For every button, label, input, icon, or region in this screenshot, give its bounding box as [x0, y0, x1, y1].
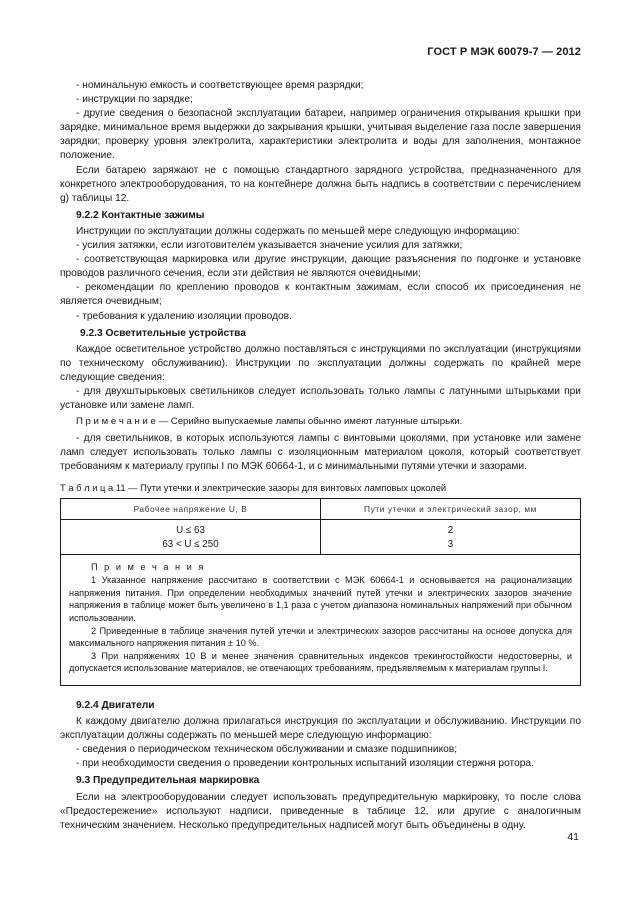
table-row — [61, 519, 581, 554]
paragraph: - инструкции по зарядке; — [76, 94, 193, 106]
paragraph: Если батарею заряжают не с помощью стандартного зарядного устройства, предназначенного для конкретного электрооборудования, то на контейнере должна быть надпись в соответствии с перечислением g) таблицы 12. — [60, 164, 581, 204]
list-item: - для светильников, в которых используются лампы с винтовыми цоколями, при установке или замене ламп следует использовать только лампы с изоляционным материалом цоколя, который соответствует требованиям к материалу группы I по МЭК 60664-1, и с минимальными путями утечки и зазорами. — [60, 433, 581, 473]
table-note: 2 Приведенные в таблице значения путей утечки и электрических зазоров рассчитаны на основе допуска для максимального напряжения питания ± 10 %. — [69, 625, 572, 649]
clearance-value-2: 3 — [447, 538, 454, 550]
list-item: - требования к удалению изоляции проводов. — [76, 310, 292, 322]
section-heading-9-2-2: 9.2.2 Контактные зажимы — [76, 209, 205, 221]
document-header: ГОСТ Р МЭК 60079-7 — 2012 — [427, 46, 581, 58]
list-item: - при необходимости сведения о проведении контрольных испытаний изоляции стержня ротора. — [76, 758, 534, 770]
list-item: - усилия затяжки, если изготовителем указывается значение усилия для затяжки; — [76, 240, 463, 252]
note-label: П р и м е ч а н и е — [76, 416, 156, 428]
table-header-row — [61, 498, 581, 519]
table-note: 1 Указанное напряжение рассчитано в соответствии с МЭК 60664-1 и основывается на рационализации напряжения питания. При определении необходимых значений путей утечки и электрических зазоров значение напряжения в таблице может быть увеличено в 1,1 раза с учетом диапазона номинальных напряжений при обычном использовании. — [69, 575, 572, 623]
paragraph: - номинальную емкость и соответствующее время разрядки; — [76, 80, 364, 91]
paragraph: Каждое осветительное устройство должно поставляться с инструкциями по эксплуатации (инструкциями по техническому обслуживанию). Инструкции по эксплуатации должны содержать по крайней мере следующие сведения: — [60, 343, 581, 383]
clearance-value-1: 2 — [447, 524, 454, 536]
table-notes — [61, 554, 581, 685]
table-note: 3 При напряжениях 10 В и менее значения сравнительных индексов трекингостойкости недостоверны, и допускается использование материалов, не отвечающих требованиям, предъявляемым к материалам группы I. — [69, 650, 572, 674]
section-heading-9-2-3: 9.2.3 Осветительные устройства — [80, 327, 246, 339]
table-caption-label: Т а б л и ц а — [60, 481, 114, 493]
list-item: - рекомендации по креплению проводов к контактным зажимам, если способ их присоединения не является очевидным; — [60, 282, 581, 308]
table-caption-text: 11 — Пути утечки и электрические зазоры для винтовых ламповых цоколей — [113, 481, 447, 493]
document-body — [60, 79, 581, 833]
paragraph: Если на электрооборудовании следует использовать предупредительную маркировку, то после слова «Предостережение» используют надписи, приведенные в таблице 12, или другие с аналогичным техническим значением. Несколько предупредительных надписей могут быть объединены в одну. — [60, 791, 581, 831]
column-header-voltage: Рабочее напряжение U, В — [61, 498, 321, 519]
paragraph: - другие сведения о безопасной эксплуатации батареи, например ограничения открывания крышки при зарядке, минимальное время выдержки до закрывания крышки, учитывая выделение газа после завершения зарядки; проверку уровня электролита, характеристики электролита и воды для заполнения, монтажное положение. — [60, 108, 581, 162]
paragraph: К каждому двигателю должна прилагаться инструкция по эксплуатации и обслуживанию. Инструкции по эксплуатации должны содержать по меньшей мере следующую информацию: — [60, 716, 581, 742]
list-item: - соответствующая маркировка или другие инструкции, дающие разъяснения по подгонке и установке проводов различного сечения, если эти действия не являются очевидными; — [60, 254, 581, 280]
table-caption — [60, 481, 581, 495]
table-notes-row — [61, 554, 581, 685]
section-heading-9-2-4: 9.2.4 Двигатели — [76, 699, 155, 711]
voltage-value-2: 63 < U ≤ 250 — [162, 538, 219, 550]
paragraph: Инструкции по эксплуатации должны содержать по меньшей мере следующую информацию: — [76, 225, 520, 237]
note — [60, 415, 581, 429]
note-text: — Серийно выпускаемые лампы обычно имеют латунные штырьки. — [155, 416, 463, 428]
list-item: - для двухштырьковых светильников следует использовать только лампы с латунными штырьками при установке или замене ламп. — [60, 385, 581, 412]
clearance-cell — [321, 519, 581, 554]
voltage-cell — [61, 519, 321, 554]
voltage-value-1: U ≤ 63 — [176, 524, 205, 536]
notes-title: П р и м е ч а н и я — [91, 561, 206, 572]
list-item: - сведения о периодическом техническом обслуживании и смазке подшипников; — [76, 744, 458, 756]
section-heading-9-3: 9.3 Предупредительная маркировка — [76, 775, 260, 787]
column-header-clearance: Пути утечки и электрический зазор, мм — [321, 498, 581, 519]
table-11 — [60, 498, 581, 686]
page-number: 41 — [567, 831, 579, 843]
